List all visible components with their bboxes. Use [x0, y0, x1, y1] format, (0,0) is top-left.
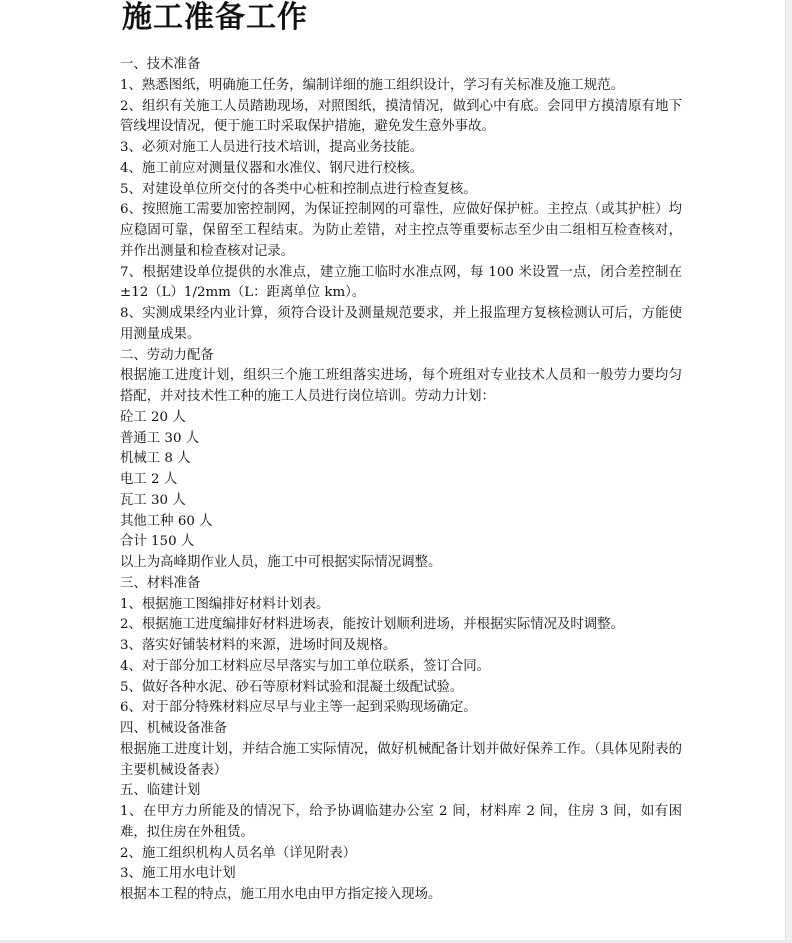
- paragraph: 1、根据施工图编排好材料计划表。: [120, 596, 330, 612]
- paragraph: 3、施工用水电计划: [120, 866, 236, 882]
- paragraph: 1、熟悉图纸，明确施工任务，编制详细的施工组织设计，学习有关标准及施工规范。: [120, 77, 624, 93]
- paragraph: 根据施工进度计划，并结合施工实际情况，做好机械配备计划并做好保养工作。（具体见附表的主要机械设备表）: [120, 741, 682, 778]
- paragraph: 4、施工前应对测量仪器和水准仪、钢尺进行校核。: [120, 160, 424, 176]
- paragraph: 根据本工程的特点，施工用水电由甲方指定接入现场。: [120, 887, 442, 902]
- document-body: [120, 55, 682, 906]
- paragraph: 6、对于部分特殊材料应尽早与业主等一起到采购现场确定。: [120, 700, 477, 716]
- paragraph: 6、按照施工需要加密控制网，为保证控制网的可靠性，应做好保护桩。主控点（或其护桩）均应稳固可靠，保留至工程结束。为防止差错，对主控点等重要标志至少由二组相互检查核对，并作出测量和检查核对记录。: [120, 202, 682, 259]
- paragraph: 8、实测成果经内业计算，须符合设计及测量规范要求，并上报监理方复核检测认可后，方能使用测量成果。: [120, 306, 682, 342]
- section-heading: 五、临建计划: [120, 783, 201, 799]
- section-heading: 三、材料准备: [120, 575, 201, 591]
- list-item: 普通工 30 人: [120, 430, 200, 446]
- paragraph: 2、施工组织机构人员名单（详见附表）: [120, 845, 357, 861]
- paragraph: 以上为高峰期作业人员，施工中可根据实际情况调整。: [120, 555, 442, 570]
- list-item: 砼工 20 人: [120, 409, 186, 425]
- section-heading: 四、机械设备准备: [120, 721, 228, 736]
- list-item: 其他工种 60 人: [120, 513, 213, 529]
- paragraph: 3、必须对施工人员进行技术培训，提高业务技能。: [120, 140, 424, 155]
- list-item: 机械工 8 人: [120, 451, 191, 467]
- list-item: 瓦工 30 人: [120, 492, 186, 508]
- list-item: 电工 2 人: [120, 472, 178, 487]
- page-title: 施工准备工作: [122, 0, 308, 35]
- section-heading: 二、劳动力配备: [120, 347, 214, 363]
- paragraph: 7、根据建设单位提供的水准点，建立施工临时水准点网，每 100 米设置一点，闭合差控制在±12（L）1/2mm（L：距离单位 km）。: [120, 264, 682, 301]
- paragraph: 1、在甲方力所能及的情况下，给予协调临建办公室 2 间，材料库 2 间，住房 3 间，如有困难，拟住房在外租赁。: [120, 804, 682, 840]
- paragraph: 4、对于部分加工材料应尽早落实与加工单位联系，签订合同。: [120, 658, 491, 674]
- page-edge-right: [785, 0, 792, 943]
- paragraph: 5、做好各种水泥、砂石等原材料试验和混凝土级配试验。: [120, 679, 464, 695]
- paragraph: 3、落实好铺装材料的来源，进场时间及规格。: [120, 638, 397, 653]
- list-item: 合计 150 人: [120, 534, 195, 550]
- paragraph: 根据施工进度计划，组织三个施工班组落实进场，每个班组对专业技术人员和一般劳力要均匀搭配，并对技术性工种的施工人员进行岗位培训。劳动力计划：: [120, 368, 682, 404]
- paragraph: 2、组织有关施工人员踏勘现场，对照图纸，摸清情况，做到心中有底。会同甲方摸清原有地下管线埋设情况，便于施工时采取保护措施，避免发生意外事故。: [120, 98, 682, 135]
- section-heading: 一、技术准备: [120, 57, 201, 72]
- paragraph: 2、根据施工进度编排好材料进场表，能按计划顺利进场，并根据实际情况及时调整。: [120, 617, 624, 633]
- paragraph: 5、对建设单位所交付的各类中心桩和控制点进行检查复核。: [120, 181, 477, 197]
